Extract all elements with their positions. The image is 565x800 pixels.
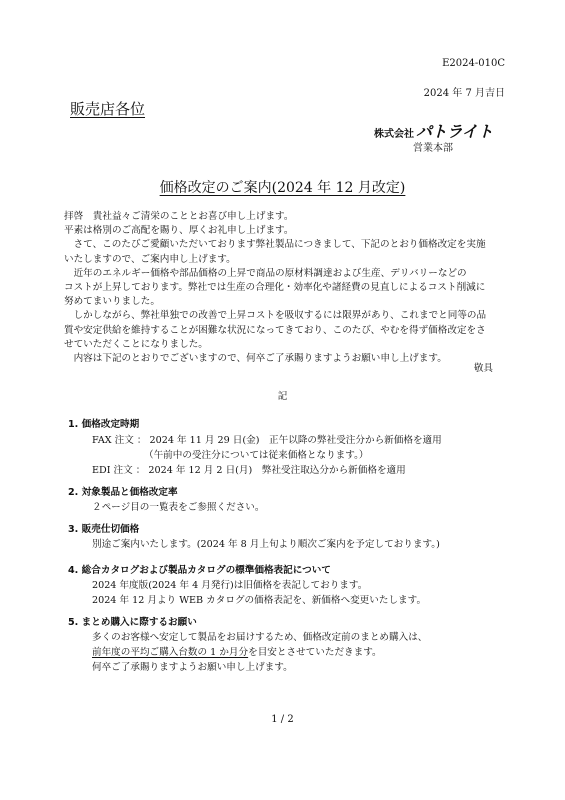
- logo-name: パトライト: [416, 122, 493, 141]
- section-line-emphasis: [92, 644, 382, 658]
- section-line-rest: を目安とさせていただきます。: [248, 647, 382, 658]
- logo-prefix: 株式会社: [374, 129, 414, 140]
- section-line: 何卒ご了承賜りますようお願い申し上げます。: [92, 662, 293, 673]
- ki-marker: 記: [277, 391, 288, 402]
- section-line: 2024 年 12 月より WEB カタログの価格表記を、新価格へ変更いたします。: [92, 595, 427, 606]
- body-line: 拝啓 貴社益々ご清栄のこととお喜び申し上げます。: [64, 211, 294, 222]
- document-number: E2024-010C: [442, 58, 505, 69]
- section-heading: 2. 対象製品と価格改定率: [68, 487, 178, 498]
- fax-order-line: FAX 注文 ： 2024 年 11 月 29 日(金) 正午以降の弊社受注分から新価格を適用: [92, 435, 442, 446]
- section-heading: 5. まとめ購入に際するお願い: [68, 617, 197, 628]
- section-line: 多くのお客様へ安定して製品をお届けするため、価格改定前のまとめ購入は、: [92, 632, 428, 643]
- body-line: 内容は下記のとおりでございますので、何卒ご了承賜りますようお願い申し上げます。: [64, 353, 447, 365]
- body-line: コストが上昇しております。弊社では生産の合理化・効率化や諸経費の見直しによるコスト削減に: [64, 282, 486, 294]
- section-line: 別途ご案内いたします。(2024 年 8 月上旬より順次ご案内を予定しております。): [92, 539, 440, 550]
- section-line: 2024 年度版(2024 年 4 月発行)は旧価格を表記しております。: [92, 580, 368, 591]
- section-heading: 1. 価格改定時期: [68, 419, 140, 430]
- section-line: ２ページ目の一覧表をご参照ください。: [92, 502, 265, 513]
- body-line: 質や安定供給を維持することが困難な状況になってきており、このたび、やむを得ず価格改定をさ: [64, 324, 486, 336]
- body-line: しかしながら、弊社単独での改善で上昇コストを吸収するには限界があり、これまでと同等の品: [64, 310, 487, 322]
- body-line: 平素は格別のご高配を賜り、厚くお礼申し上げます。: [64, 225, 294, 237]
- edi-order-line: EDI 注文 ： 2024 年 12 月 2 日(月) 弊社受注取込分から新価格を適用: [92, 465, 406, 476]
- closing: 敬具: [473, 363, 493, 374]
- fax-order-note: （午前中の受注分については従来価格となります。）: [144, 450, 369, 461]
- department: 営業本部: [413, 143, 453, 154]
- body-line: せていただくことになりました。: [64, 338, 208, 350]
- section-heading: 4. 総合カタログおよび製品カタログの標準価格表記について: [68, 565, 331, 576]
- issue-date: 2024 年 7 月吉日: [423, 88, 505, 99]
- addressee: 販売店各位: [70, 100, 146, 118]
- page-title: [0, 177, 565, 197]
- underlined-text: 前年度の平均ご購入台数の 1 か月分: [92, 647, 249, 658]
- title-text: 価格改定のご案内(2024 年 12 月改定): [159, 180, 406, 196]
- body-line: 近年のエネルギー価格や部品価格の上昇で商品の原材料調達および生産、デリバリーなどの: [64, 267, 467, 279]
- body-line: いたしますので、ご案内申し上げます。: [64, 253, 236, 265]
- body-text: [64, 210, 486, 366]
- section-heading: 3. 販売仕切価格: [68, 524, 140, 535]
- body-line: さて、このたびご愛顧いただいております弊社製品につきまして、下記のとおり価格改定を実施: [64, 239, 486, 251]
- body-line: 努めてまいりました。: [64, 296, 160, 308]
- page-number: 1 / 2: [271, 714, 294, 725]
